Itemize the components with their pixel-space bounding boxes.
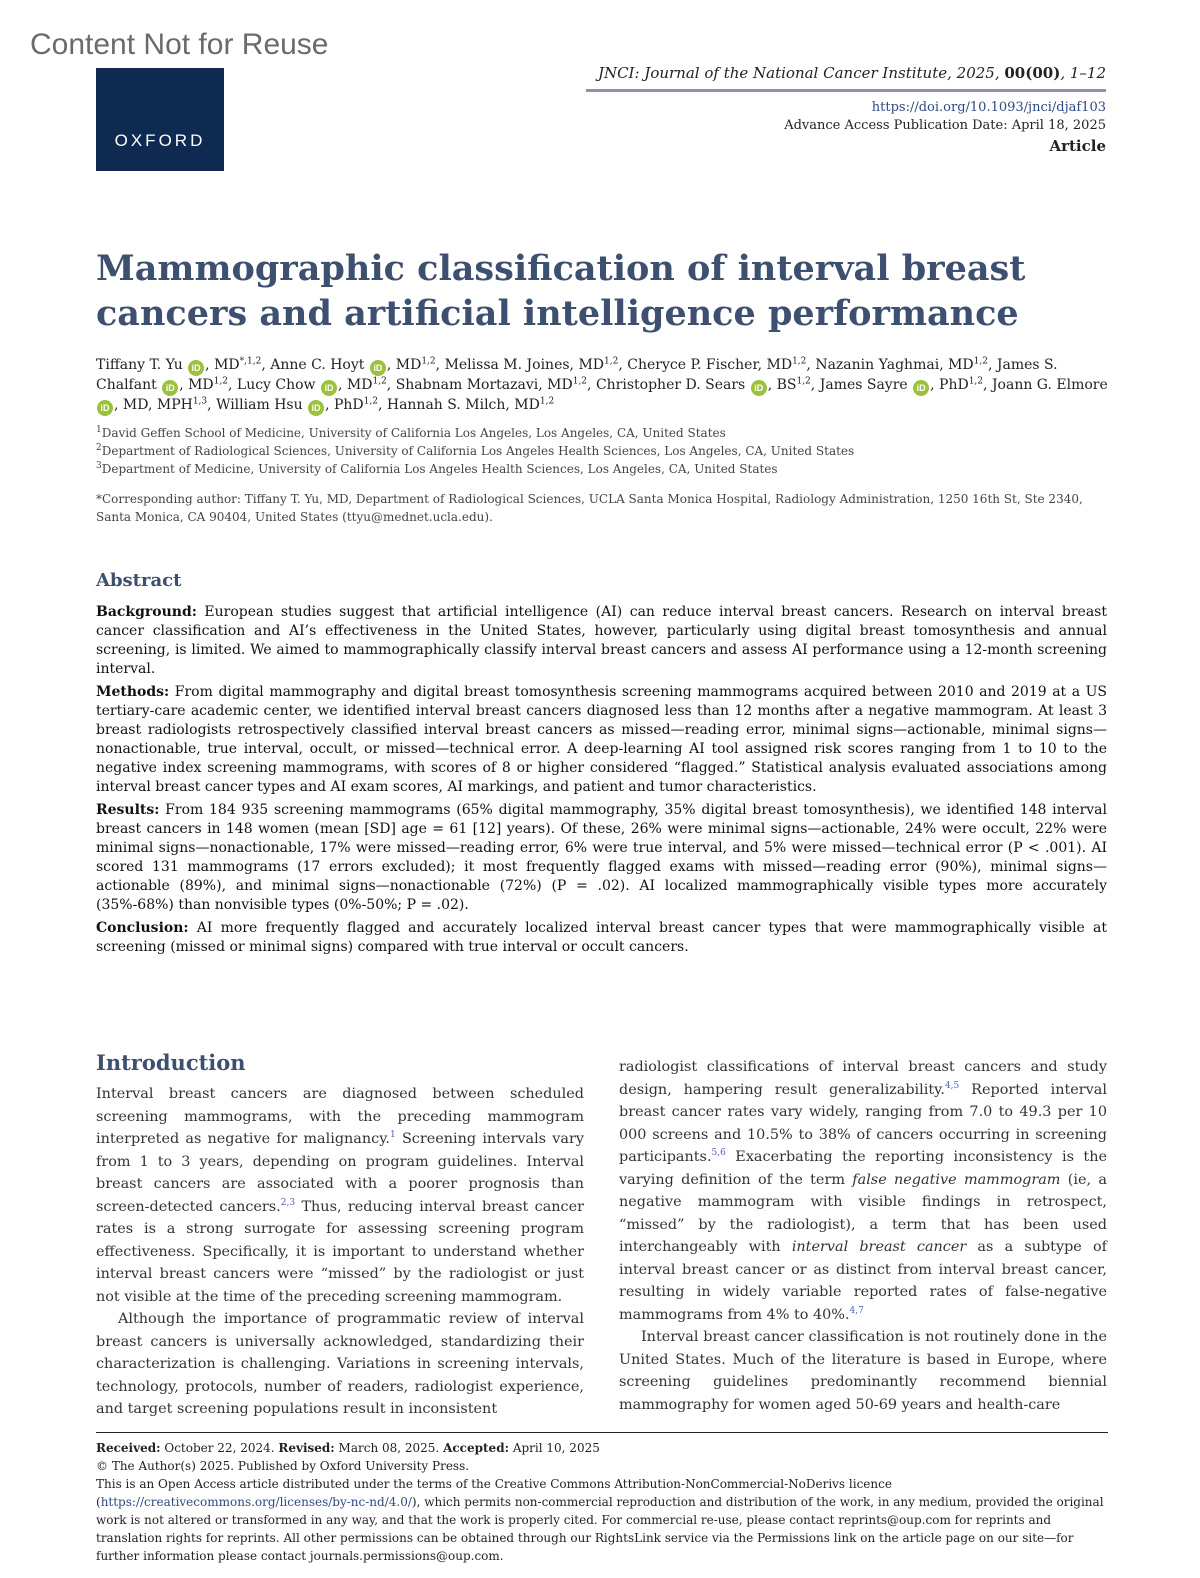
revised-date: March 08, 2025. bbox=[334, 1441, 444, 1455]
emphasis-term: false negative mammogram bbox=[852, 1171, 1061, 1188]
author-name: James S. Chalfant bbox=[96, 357, 1058, 393]
article-title: Mammographic classification of interval breast cancers and artificial intelligence performance bbox=[96, 248, 1026, 334]
abstract bbox=[96, 603, 1107, 961]
results-label: Results: bbox=[96, 802, 160, 818]
advance-access-date: Advance Access Publication Date: April 18, 2025 bbox=[784, 118, 1106, 133]
affiliation-line bbox=[96, 460, 1096, 478]
article-type: Article bbox=[1049, 137, 1106, 155]
text-run: Interval breast cancers are diagnosed between scheduled screening mammograms, with the preceding mammogram interpreted as negative for malignancy. bbox=[96, 1086, 584, 1147]
text-run: Exacerbating the reporting inconsistency is the varying definition of the term bbox=[619, 1149, 1107, 1188]
text-run: radiologist classifications of interval breast cancers and study design, hampering result generalizability. bbox=[619, 1059, 1107, 1098]
author bbox=[387, 397, 554, 413]
text-run: Reported interval breast cancer rates vary widely, ranging from 7.0 to 49.3 per 10 000 screens and 10.5% to 38% of cancers occurring in screening participants. bbox=[619, 1081, 1107, 1165]
author-degree: , MD bbox=[505, 397, 540, 413]
author-name: Shabnam Mortazavi bbox=[395, 377, 539, 393]
revised-label: Revised: bbox=[278, 1441, 335, 1455]
author-name: Anne C. Hoyt bbox=[270, 357, 365, 373]
author-affiliation-sup: 1,2 bbox=[572, 376, 588, 387]
author-name: William Hsu bbox=[216, 397, 303, 413]
conclusion-label: Conclusion: bbox=[96, 920, 189, 936]
orcid-icon[interactable]: iD bbox=[308, 400, 324, 416]
license-pre: This is an Open Access article distributed under the terms of the Creative Commons Attribution-NonCommercial-NoDerivs licence ( bbox=[96, 1477, 892, 1509]
author bbox=[445, 357, 619, 373]
journal-volume: 00(00) bbox=[1004, 64, 1061, 82]
corresponding-author: *Corresponding author: Tiffany T. Yu, MD, Department of Radiological Sciences, UCLA Santa Monica Hospital, Radiology Administration, 1250 16th St, Ste 2340, Santa Monica, CA 90404, United States (ttyu@mednet.ucla.edu). bbox=[96, 492, 1083, 524]
author bbox=[237, 377, 387, 393]
author bbox=[627, 357, 806, 373]
author bbox=[596, 377, 811, 393]
intro-paragraph-2-cont bbox=[619, 1056, 1107, 1326]
author-degree: , MD bbox=[205, 357, 240, 373]
author-degree: , MD bbox=[538, 377, 573, 393]
author-affiliation-sup: 1,2 bbox=[973, 356, 988, 367]
text-run: (ie, a negative mammogram with visible findings in retrospect, “missed” by the radiologist), a term that has been used interchangeably with bbox=[619, 1171, 1107, 1255]
author-degree: , BS bbox=[767, 377, 797, 393]
author-affiliation-sup: 1,3 bbox=[192, 396, 208, 407]
citation-link[interactable]: 4,5 bbox=[944, 1080, 960, 1091]
license-post: ), which permits non-commercial reproduction and distribution of the work, in any medium, provided the original work is not altered or transformed in any way, and that the work is properly cited. For commercial re-use, please contact reprints@oup.com for reprints and translation rights for reprints. All other permissions can be obtained through our RightsLink service via the Permissions link on the article page on our site—for further information please contact journals.permissions@oup.com. bbox=[96, 1495, 1104, 1563]
author-affiliation-sup: 1,2 bbox=[796, 376, 811, 387]
author-affiliation-sup: 1,2 bbox=[792, 356, 807, 367]
results-text: From 184 935 screening mammograms (65% digital mammography, 35% digital breast tomosynthesis), we identified 148 interval breast cancers in 148 women (mean [SD] age = 61 [12] years). Of these, 26% were minimal signs—actionable, 24% were occult, 22% were minimal signs—nonactionable, 17% were missed—reading error, 6% were true interval, and 5% were missed—technical error (P < .001). AI scored 131 mammograms (17 errors excluded); it most frequently flagged exams with missed—reading error (90%), minimal signs—actionable (89%), and minimal signs—nonactionable (72%) (P = .02). AI localized mammographically visible types more accurately (35%-68%) than nonvisible types (0%-50%; P = .02). bbox=[96, 802, 1107, 913]
accepted-date: April 10, 2025 bbox=[509, 1441, 600, 1455]
orcid-icon[interactable]: iD bbox=[97, 400, 113, 416]
journal-citation bbox=[586, 64, 1106, 92]
author-affiliation-sup: 1,2 bbox=[968, 376, 984, 387]
text-run: Interval breast cancer classification is not routinely done in the United States. Much of the literature is based in Europe, where screening guidelines predominantly recommend biennial mammography for women aged 50-69 years and health-care bbox=[619, 1329, 1107, 1413]
copyright-line: © The Author(s) 2025. Published by Oxford University Press. bbox=[96, 1459, 470, 1473]
watermark: Content Not for Reuse bbox=[30, 28, 329, 61]
affiliation-text: David Geffen School of Medicine, University of California Los Angeles, Los Angeles, CA, United States bbox=[101, 426, 726, 440]
affiliation-text: Department of Medicine, University of California Los Angeles Health Sciences, Los Angeles, CA, United States bbox=[101, 462, 778, 476]
author-name: James Sayre bbox=[819, 377, 908, 393]
affiliation-number: 2 bbox=[96, 443, 102, 453]
affiliation-text: Department of Radiological Sciences, University of California Los Angeles Health Sciences, Los Angeles, CA, United States bbox=[101, 444, 855, 458]
masthead bbox=[586, 64, 1106, 155]
background-text: European studies suggest that artificial intelligence (AI) can reduce interval breast cancers. Research on interval breast cancer classification and AI’s effectiveness in the United States, however, particularly using digital breast tomosynthesis and annual screening, is limited. We aimed to mammographically classify interval breast cancers and assess AI performance using a 12-month screening interval. bbox=[96, 604, 1107, 677]
author-name: Hannah S. Milch bbox=[386, 397, 506, 413]
journal-name: JNCI: Journal of the National Cancer Institute bbox=[597, 64, 948, 82]
abstract-heading: Abstract bbox=[96, 570, 182, 591]
author bbox=[396, 377, 587, 393]
body-column-left bbox=[96, 1083, 584, 1421]
conclusion-text: AI more frequently flagged and accurately localized interval breast cancer types that were mammographically visible at screening (missed or minimal signs) compared with true interval or occult cancers. bbox=[96, 920, 1107, 955]
doi-link[interactable]: https://doi.org/10.1093/jnci/djaf103 bbox=[871, 100, 1106, 115]
author-name: Joann G. Elmore bbox=[991, 377, 1108, 393]
affiliations bbox=[96, 424, 1096, 478]
citation-link[interactable]: 4,7 bbox=[849, 1305, 864, 1316]
orcid-icon[interactable]: iD bbox=[188, 360, 204, 376]
citation-link[interactable]: 1 bbox=[390, 1130, 396, 1141]
body-column-right bbox=[619, 1056, 1107, 1416]
author-name: Nazanin Yaghmai bbox=[815, 357, 940, 373]
author-degree: , MD bbox=[569, 357, 605, 373]
intro-paragraph-3 bbox=[619, 1326, 1107, 1416]
author-affiliation-sup: 1,2 bbox=[213, 376, 228, 387]
abstract-conclusion bbox=[96, 919, 1107, 957]
abstract-methods bbox=[96, 683, 1107, 797]
publisher-logo[interactable] bbox=[96, 68, 224, 171]
author-affiliation-sup: 1,2 bbox=[363, 396, 378, 407]
abstract-results bbox=[96, 801, 1107, 915]
author-name: Cheryce P. Fischer bbox=[627, 357, 758, 373]
orcid-icon[interactable]: iD bbox=[913, 380, 929, 396]
author-degree: , MD bbox=[386, 357, 422, 373]
logo-text: OXFORD bbox=[114, 131, 206, 150]
affiliation-line bbox=[96, 442, 1096, 460]
author-degree: , MD bbox=[939, 357, 974, 373]
text-run: as a subtype of interval breast cancer or as distinct from interval breast cancer, resulting in widely variable reported rates of false-negative mammograms from 4% to 40%. bbox=[619, 1239, 1107, 1323]
author-list: Tiffany T. Yu iD , $MD^{*,1,2}$, Anne C. Hoyt iD , MD$^{1,2}$, Melissa M. Joines, MD$^{1,2}$, Cheryce P. Fischer, MD$^{1,2}$, Nazanin Yaghmai, MD$^{1,2}$, James S. Chalfant iD , MD$^{1,2}$, Lucy Chow iD , MD$^{1,2}$, Shabnam Mortazavi, MD$^{1,2}$, Christopher D. Sears iD , BS$^{1,2}$, James Sayre iD , PhD$^{1,2}$, Joann G. Elmore iD , MD, MPH$^{1,3}$, William Hsu iD , PhD$^{1,2}$, Hannah S. Milch, MD$^{1,2}$ bbox=[96, 356, 1108, 416]
author-affiliation-sup: 1,2 bbox=[604, 356, 619, 367]
citation-link[interactable]: 2,3 bbox=[280, 1197, 296, 1208]
text-run: Screening intervals vary from 1 to 3 years, depending on program guidelines. Interval breast cancers are associated with a poorer prognosis than screen-detected cancers. bbox=[96, 1131, 584, 1215]
text-run: Thus, reducing interval breast cancer rates is a strong surrogate for assessing screening program effectiveness. Specifically, it is important to understand whether interval breast cancers were “missed” by the radiologist or just not visible at the time of the preceding screening mammogram. bbox=[96, 1198, 585, 1305]
citation-link[interactable]: 5,6 bbox=[711, 1148, 726, 1159]
orcid-icon[interactable]: iD bbox=[162, 380, 178, 396]
orcid-icon[interactable]: iD bbox=[751, 380, 767, 396]
author bbox=[815, 357, 988, 373]
orcid-icon[interactable]: iD bbox=[370, 360, 386, 376]
author bbox=[216, 397, 378, 413]
author-affiliation-sup: 1,2 bbox=[372, 376, 387, 387]
article-footer bbox=[96, 1432, 1108, 1565]
received-label: Received: bbox=[96, 1441, 161, 1455]
author-degree: , MD, MPH bbox=[114, 397, 193, 413]
author bbox=[270, 357, 435, 373]
author-name: Lucy Chow bbox=[236, 377, 316, 393]
author-name: Melissa M. Joines bbox=[444, 357, 570, 373]
text-run: Although the importance of programmatic review of interval breast cancers is universally acknowledged, standardizing their characterization is challenging. Variations in screening intervals, technology, protocols, number of readers, radiologist experience, and target screening populations result in inconsistent bbox=[96, 1311, 584, 1417]
dates-line bbox=[96, 1439, 1108, 1457]
received-date: October 22, 2024. bbox=[160, 1441, 279, 1455]
author-name: Tiffany T. Yu bbox=[96, 357, 183, 373]
affiliation-number: 1 bbox=[96, 425, 102, 435]
accepted-label: Accepted: bbox=[443, 1441, 510, 1455]
author bbox=[96, 357, 261, 373]
author-name: Christopher D. Sears bbox=[595, 377, 746, 393]
author-degree: , PhD bbox=[325, 397, 364, 413]
author bbox=[820, 377, 983, 393]
author-affiliation-sup: *,1,2 bbox=[239, 356, 262, 367]
introduction-heading: Introduction bbox=[96, 1050, 246, 1075]
license-link[interactable]: https://creativecommons.org/licenses/by-nc-nd/4.0/ bbox=[100, 1495, 412, 1509]
journal-year: , 2025, bbox=[947, 64, 1005, 82]
author-degree: , MD bbox=[179, 377, 214, 393]
abstract-background bbox=[96, 603, 1107, 679]
journal-pages: , 1–12 bbox=[1060, 64, 1106, 82]
author-degree: , MD bbox=[338, 377, 373, 393]
affiliation-number: 3 bbox=[96, 461, 102, 471]
author-affiliation-sup: 1,2 bbox=[539, 396, 555, 407]
background-label: Background: bbox=[96, 604, 197, 620]
author-degree: , MD bbox=[757, 357, 793, 373]
intro-paragraph-2 bbox=[96, 1308, 584, 1421]
affiliation-line bbox=[96, 424, 1096, 442]
author-affiliation-sup: 1,2 bbox=[421, 356, 436, 367]
author-degree: , PhD bbox=[930, 377, 969, 393]
methods-text: From digital mammography and digital breast tomosynthesis screening mammograms acquired between 2010 and 2019 at a US tertiary-care academic center, we identified interval breast cancers diagnosed less than 12 months after a negative mammogram. At least 3 breast radiologists retrospectively classified interval breast cancers as missed—reading error, minimal signs—actionable, minimal signs—nonactionable, true interval, occult, or missed—technical error. A deep-learning AI tool assigned risk scores ranging from 1 to 10 to the negative index screening mammograms, with scores of 8 or higher considered “flagged.” Statistical analysis evaluated associations among interval breast cancer types and AI exam scores, AI markings, and patient and tumor characteristics. bbox=[96, 684, 1107, 795]
intro-paragraph-1 bbox=[96, 1083, 584, 1308]
emphasis-term: interval breast cancer bbox=[791, 1239, 967, 1255]
orcid-icon[interactable]: iD bbox=[321, 380, 337, 396]
license-text bbox=[96, 1475, 1108, 1565]
methods-label: Methods: bbox=[96, 684, 170, 700]
